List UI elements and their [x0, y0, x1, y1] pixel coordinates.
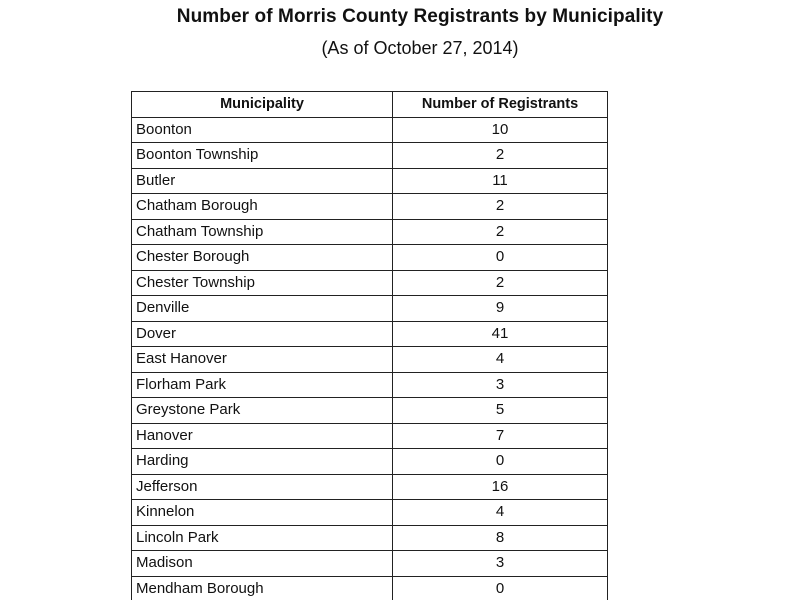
registrant-count-cell: 4	[393, 500, 608, 526]
municipality-cell: Chester Township	[132, 270, 393, 296]
table-row	[132, 525, 608, 551]
registrant-count-cell: 7	[393, 423, 608, 449]
registrant-count-cell: 10	[393, 117, 608, 143]
municipality-cell: Jefferson	[132, 474, 393, 500]
header-row	[132, 92, 608, 118]
table-row	[132, 423, 608, 449]
table-row	[132, 296, 608, 322]
registrant-count-cell: 2	[393, 219, 608, 245]
municipality-cell: Florham Park	[132, 372, 393, 398]
table-row	[132, 321, 608, 347]
registrant-count-cell: 3	[393, 372, 608, 398]
municipality-cell: Mendham Borough	[132, 576, 393, 600]
table-row	[132, 117, 608, 143]
registrant-count-cell: 2	[393, 143, 608, 169]
table-row	[132, 245, 608, 271]
table-row	[132, 576, 608, 600]
municipality-cell: Chester Borough	[132, 245, 393, 271]
table-row	[132, 474, 608, 500]
municipality-cell: Dover	[132, 321, 393, 347]
table-row	[132, 347, 608, 373]
table-header	[132, 92, 608, 118]
table-row	[132, 398, 608, 424]
table-row	[132, 372, 608, 398]
municipality-cell: Madison	[132, 551, 393, 577]
table-row	[132, 219, 608, 245]
registrant-count-cell: 8	[393, 525, 608, 551]
municipality-cell: Kinnelon	[132, 500, 393, 526]
registrant-count-cell: 3	[393, 551, 608, 577]
registrant-count-cell: 2	[393, 194, 608, 220]
table-row	[132, 551, 608, 577]
registrant-count-cell: 16	[393, 474, 608, 500]
municipality-cell: Harding	[132, 449, 393, 475]
registrant-count-cell: 0	[393, 576, 608, 600]
table-row	[132, 194, 608, 220]
table-row	[132, 143, 608, 169]
document-subtitle: (As of October 27, 2014)	[321, 38, 519, 58]
municipality-cell: Hanover	[132, 423, 393, 449]
document-title: Number of Morris County Registrants by Municipality	[176, 6, 664, 27]
registrant-count-cell: 2	[393, 270, 608, 296]
table-row	[132, 449, 608, 475]
registrants-table	[131, 91, 608, 600]
municipality-cell: Boonton Township	[132, 143, 393, 169]
municipality-cell: Chatham Township	[132, 219, 393, 245]
table-row	[132, 168, 608, 194]
registrant-count-cell: 0	[393, 449, 608, 475]
registrant-count-cell: 4	[393, 347, 608, 373]
registrant-count-cell: 41	[393, 321, 608, 347]
header-municipality: Municipality	[132, 92, 393, 118]
municipality-cell: Chatham Borough	[132, 194, 393, 220]
registrant-count-cell: 11	[393, 168, 608, 194]
table-row	[132, 500, 608, 526]
municipality-cell: East Hanover	[132, 347, 393, 373]
municipality-cell: Boonton	[132, 117, 393, 143]
municipality-cell: Lincoln Park	[132, 525, 393, 551]
table-row	[132, 270, 608, 296]
municipality-cell: Greystone Park	[132, 398, 393, 424]
table-body	[132, 117, 608, 600]
header-number-of-registrants: Number of Registrants	[393, 92, 608, 118]
municipality-cell: Butler	[132, 168, 393, 194]
registrant-count-cell: 0	[393, 245, 608, 271]
registrant-count-cell: 9	[393, 296, 608, 322]
municipality-cell: Denville	[132, 296, 393, 322]
registrant-count-cell: 5	[393, 398, 608, 424]
